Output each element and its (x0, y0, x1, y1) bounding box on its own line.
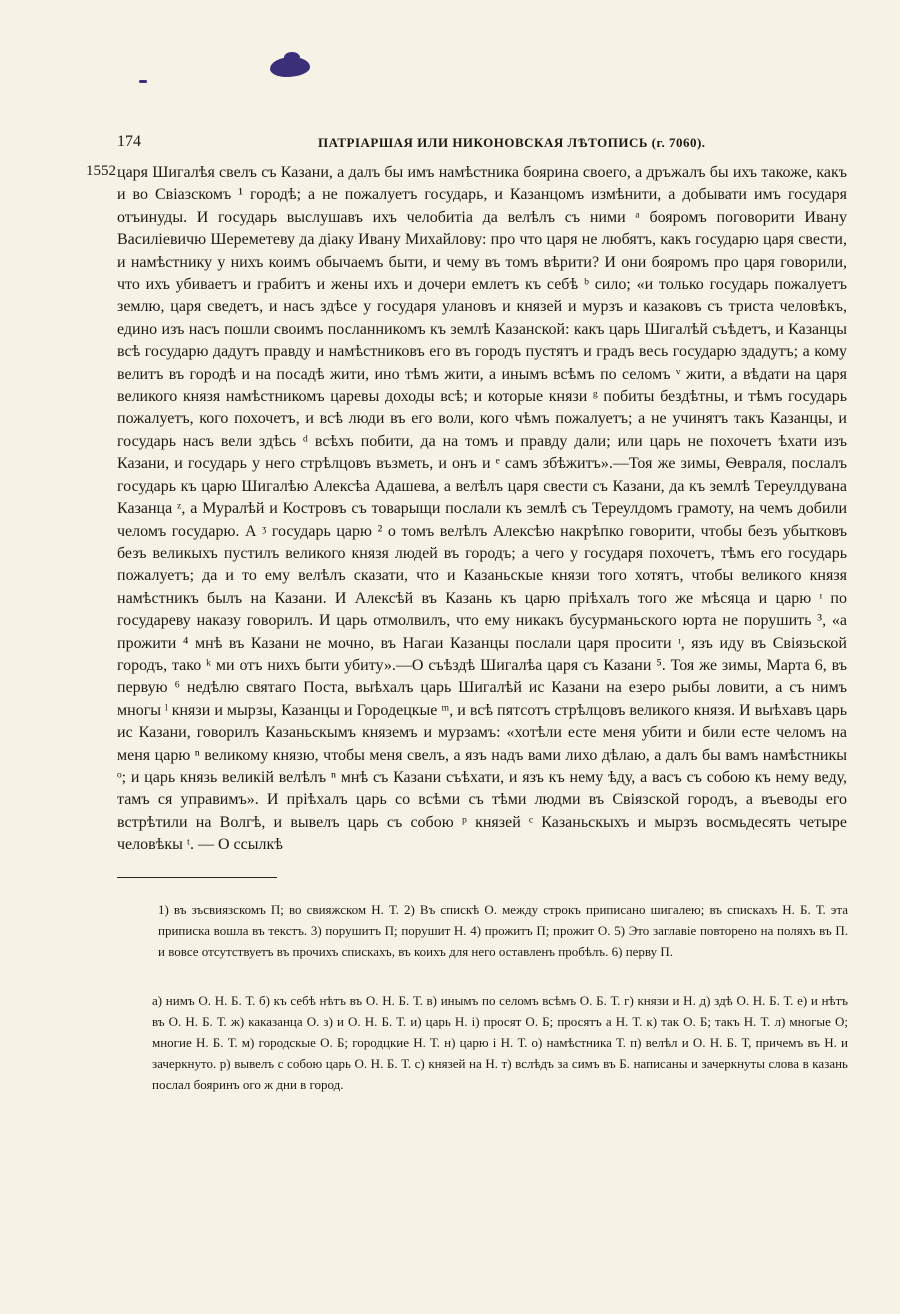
body-paragraph: царя Шигалѣя свелъ съ Казани, а далъ бы имъ намѣстника боярина своего, а дръжалъ бы ихъ такоже, какъ и во Свіазскомъ ¹ городѣ; а не пожалуетъ государь, и Казанцомъ измѣнити, а добывати имъ государя отъинуды. И государь выслушавъ ихъ челобитіа да велѣлъ съ ними ᵃ бояромъ поговорити Ивану Василіевичю Шереметеву да діаку Ивану Михайлову: про что царя не любятъ, какъ государю царя свести, и намѣстнику у нихъ коимъ обычаемъ быти, и чему въ томъ вѣрити? И они бояромъ про царя говорили, что ихъ убиваетъ и грабитъ и жены ихъ и дочери емлетъ къ себѣ ᵇ сило; «и только государь пожалуетъ землю, царя сведетъ, и насъ здѣсе у государя улановъ и князей и мурзъ и казаковъ съ триста человѣкъ, едино изъ насъ пошли своимъ посланникомъ къ землѣ Казанской: какъ царь Шигалѣй съѣдетъ, и Казанцы всѣ государю дадутъ правду и намѣстниковъ его въ городъ пустятъ и градъ весь государю здадутъ; а кому велитъ въ городѣ и на посадѣ жити, ино тѣмъ жити, а инымъ всѣмъ по селомъ ᵛ жити, а вѣдати на царя великого князя намѣстникомъ царевы доходы всѣ; и которые князи ᵍ побиты бездѣтны, и тѣмъ государь пожалуетъ, кого похочетъ, и всѣ люди въ его воли, кого чѣмъ пожалуетъ; а не учинятъ такъ Казанцы, и государь насъ вели здѣсь ᵈ всѣхъ побити, да на томъ и правду дали; или царь не похочетъ ѣхати изъ Казани, и государь у него стрѣлцовъ възметь, и онъ и ᵉ самъ збѣжитъ».—Тоя же зимы, Ѳевраля, послалъ государь къ царю Шигалѣю Алексѣа Адашева, а велѣлъ царя свести съ Казани, да къ землѣ Тереулдувана Казанца ᶻ, а Муралѣй и Костровъ съ товарыщи послали къ землѣ съ Тереулдомъ грамоту, на чемъ добили челомъ государю. А ᶾ государь царю ² о томъ велѣлъ Алексѣю накрѣпко говорити, чтобы безъ убытковъ безъ великыхъ пустилъ великого князя людей въ городъ; а чего у государя похочетъ, тѣмъ его государь пожалуетъ; да и то ему велѣлъ сказати, что и Казаньскые князи того хотятъ, чтобы великого князя намѣстникъ былъ на Казани. И Алексѣй въ Казань къ царю пріѣхалъ того же мѣсяца и царю ᶦ по государеву наказу говорилъ. И царь отмолвилъ, что ему никакъ бусурманьского юрта не порушить ³, «а прожити ⁴ мнѣ въ Казани не мочно, въ Нагаи Казанцы послали царя просити ᶦ, язъ иду въ Свіязьской городъ, тако ᵏ ми отъ нихъ быти убиту».—О съѣздѣ Шигалѣа царя съ Казани ⁵. Тоя же зимы, Марта 6, въ первую ⁶ недѣлю святаго Поста, выѣхалъ царь Шигалѣй ис Казани на езеро рыбы ловити, а съ нимъ многы ˡ князи и мырзы, Казанцы и Городецкые ᵐ, и всѣ пятсотъ стрѣлцовъ великого князя. И выѣхавъ царь ис Казани, говорилъ Казаньскымъ княземъ и мурзамъ: «хотѣли есте меня убити и били есте челомъ на меня царю ⁿ великому князю, чтобы меня свелъ, а язъ надъ вами лихо дѣлаю, а далъ бы вамъ намѣстникы ᵒ; и царь князь великій велѣлъ ⁿ мнѣ съ Казани съѣхати, и язъ къ нему ѣду, а васъ съ собою къ нему веду, тамъ ся управимъ». И пріѣхалъ царь со всѣми съ тѣми людми въ Свіязской городъ, а въеводы его встрѣтили на Волгѣ, и вывелъ царь съ собою ᵖ князей ᶜ Казаньскыхъ и мырзъ восмьдесять четыре человѣкы ᵗ. — О ссылкѣ (117, 164, 847, 854)
main-text (117, 162, 847, 857)
ink-blot (270, 57, 310, 77)
margin-year: 1552 (86, 163, 116, 179)
page-number: 174 (117, 133, 141, 150)
footnote-rule (117, 877, 277, 878)
ink-dot (139, 80, 147, 83)
running-head: ПАТРІАРШАЯ ИЛИ НИКОНОВСКАЯ ЛѢТОПИСЬ (г. 7060). (318, 135, 706, 150)
footnotes-numeric-text: 1) въ зъсвиязскомъ П; во свияжском Н. Т. 2) Въ спискѣ О. между строкъ приписано шигалею; въ спискахъ Н. Б. Т. эта приписка вошла въ текстъ. 3) порушитъ П; порушит Н. 4) прожитъ П; прожит О. 5) Это заглавіе повторено на поляхъ въ П. и вовсе отсутствуетъ въ прочихъ спискахъ, въ коихъ для него оставленъ пробѣлъ. 6) перву П. (158, 902, 848, 959)
footnotes-letter (152, 990, 848, 1095)
footnotes-letter-text: а) нимъ О. Н. Б. Т. б) къ себѣ нѣтъ въ О. Н. Б. Т. в) инымъ по селомъ всѣмъ О. Б. Т. г) князи и Н. д) здѣ О. Н. Б. Т. е) и нѣтъ въ О. Н. Б. Т. ж) каказанца О. з) и О. Н. Б. Т. и) царь Н. і) просят О. Б; просятъ а Н. Т. к) так О. Б; такъ Н. Т. л) многые О; многие Н. Б. Т. м) городскые О. Б; городцкие Н. Т. н) царю і Н. Т. о) намѣстника Т. п) велѣл и О. Н. Б. Т, причемъ въ Н. и зачеркнуто. р) вывелъ с собою царь О. Н. Б. Т. с) князей на Н. т) вслѣдъ за симъ въ Б. написаны и зачеркнуты слова в казань послал бояринъ ого ж дни в город. (152, 993, 848, 1092)
footnotes-numeric (158, 899, 848, 962)
